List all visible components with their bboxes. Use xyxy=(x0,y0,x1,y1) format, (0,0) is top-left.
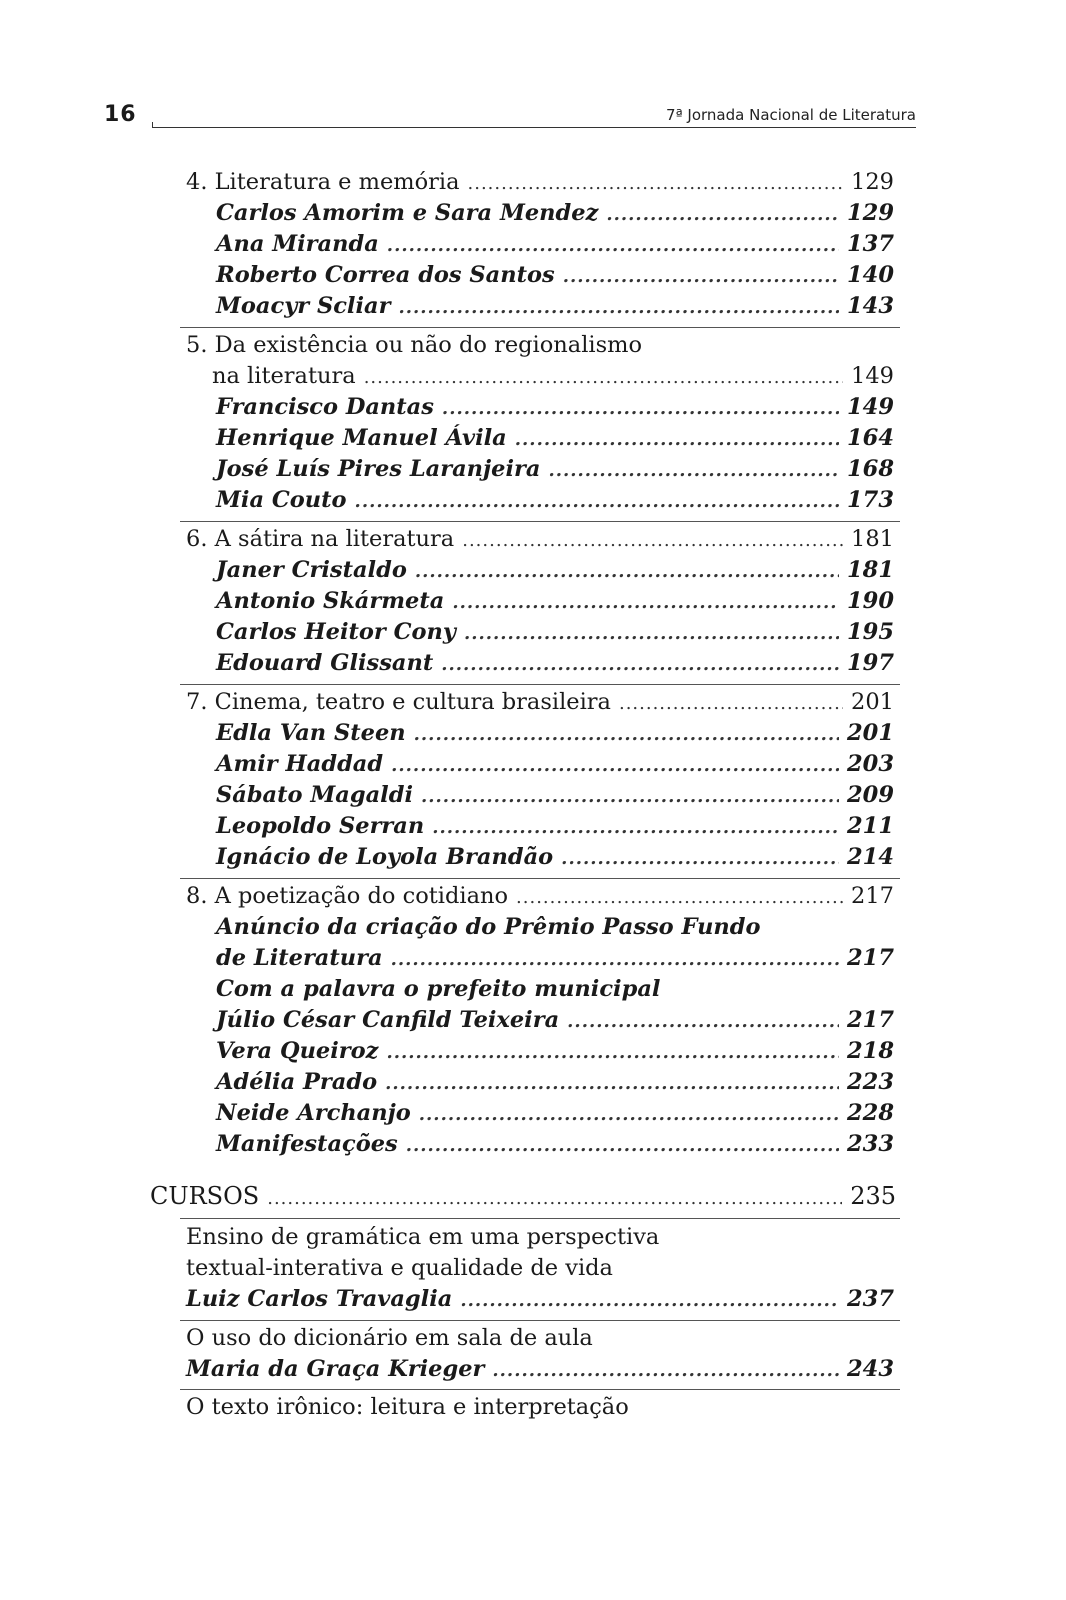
toc-entry-section: 7. Cinema, teatro e cultura brasileira ..... 201 xyxy=(186,687,894,719)
toc-entry-section: na literatura ..... 149 xyxy=(212,361,894,393)
toc-entry-course: O uso do dicionário em sala de aula xyxy=(186,1325,593,1351)
toc-entry-author: Henrique Manuel Ávila ..... 164 xyxy=(216,423,894,455)
toc-entry-author: Luiz Carlos Travaglia ..... 237 xyxy=(186,1284,894,1316)
toc-entry-author: Janer Cristaldo ..... 181 xyxy=(216,555,894,587)
page-number: 16 xyxy=(104,102,137,127)
section-divider xyxy=(180,878,900,879)
toc-entry-course: textual-interativa e qualidade de vida xyxy=(186,1255,613,1281)
toc-entry-author: Roberto Correa dos Santos ..... 140 xyxy=(216,260,894,292)
toc-entry-author: Moacyr Scliar ..... 143 xyxy=(216,291,894,323)
toc-entry-author: Vera Queiroz ..... 218 xyxy=(216,1036,894,1068)
toc-entry-author: Anúncio da criação do Prêmio Passo Fundo xyxy=(216,914,761,940)
toc-entry-author: Neide Archanjo ..... 228 xyxy=(216,1098,894,1130)
toc-entry-author: Mia Couto ..... 173 xyxy=(216,485,894,517)
toc-entry-course: O texto irônico: leitura e interpretação xyxy=(186,1394,629,1420)
toc-entry-author: Leopoldo Serran ..... 211 xyxy=(216,811,894,843)
toc-entry-author: Amir Haddad ..... 203 xyxy=(216,749,894,781)
toc-entry-author: de Literatura ..... 217 xyxy=(216,943,894,975)
toc-entry-author: José Luís Pires Laranjeira ..... 168 xyxy=(216,454,894,486)
toc-entry-part: CURSOS ..... 235 xyxy=(150,1181,896,1214)
toc-entry-author: Ignácio de Loyola Brandão ..... 214 xyxy=(216,842,894,874)
toc-entry-author: Sábato Magaldi ..... 209 xyxy=(216,780,894,812)
section-divider xyxy=(180,1320,900,1321)
running-title: 7ª Jornada Nacional de Literatura xyxy=(666,106,916,124)
toc-entry-section: 4. Literatura e memória ..... 129 xyxy=(186,167,894,199)
section-divider xyxy=(180,1218,900,1219)
toc-entry-author: Maria da Graça Krieger ..... 243 xyxy=(186,1354,894,1386)
section-divider xyxy=(180,521,900,522)
toc-entry-author: Antonio Skármeta ..... 190 xyxy=(216,586,894,618)
toc-entry-author: Com a palavra o prefeito municipal xyxy=(216,976,661,1002)
section-divider xyxy=(180,684,900,685)
toc-entry-author: Edouard Glissant ..... 197 xyxy=(216,648,894,680)
toc-entry-author: Manifestações ..... 233 xyxy=(216,1129,894,1161)
toc-entry-section: 5. Da existência ou não do regionalismo xyxy=(186,332,643,358)
section-divider xyxy=(180,327,900,328)
toc-entry-author: Ana Miranda ..... 137 xyxy=(216,229,894,261)
toc-entry-author: Carlos Heitor Cony ..... 195 xyxy=(216,617,894,649)
toc-entry-course: Ensino de gramática em uma perspectiva xyxy=(186,1224,660,1250)
toc-entry-author: Francisco Dantas ..... 149 xyxy=(216,392,894,424)
toc-entry-author: Carlos Amorim e Sara Mendez ..... 129 xyxy=(216,198,894,230)
toc-entry-section: 8. A poetização do cotidiano ..... 217 xyxy=(186,881,894,913)
section-divider xyxy=(180,1389,900,1390)
toc-entry-author: Júlio César Canfild Teixeira ..... 217 xyxy=(216,1005,894,1037)
toc-entry-author: Edla Van Steen ..... 201 xyxy=(216,718,894,750)
toc-entry-section: 6. A sátira na literatura ..... 181 xyxy=(186,524,894,556)
toc-entry-author: Adélia Prado ..... 223 xyxy=(216,1067,894,1099)
